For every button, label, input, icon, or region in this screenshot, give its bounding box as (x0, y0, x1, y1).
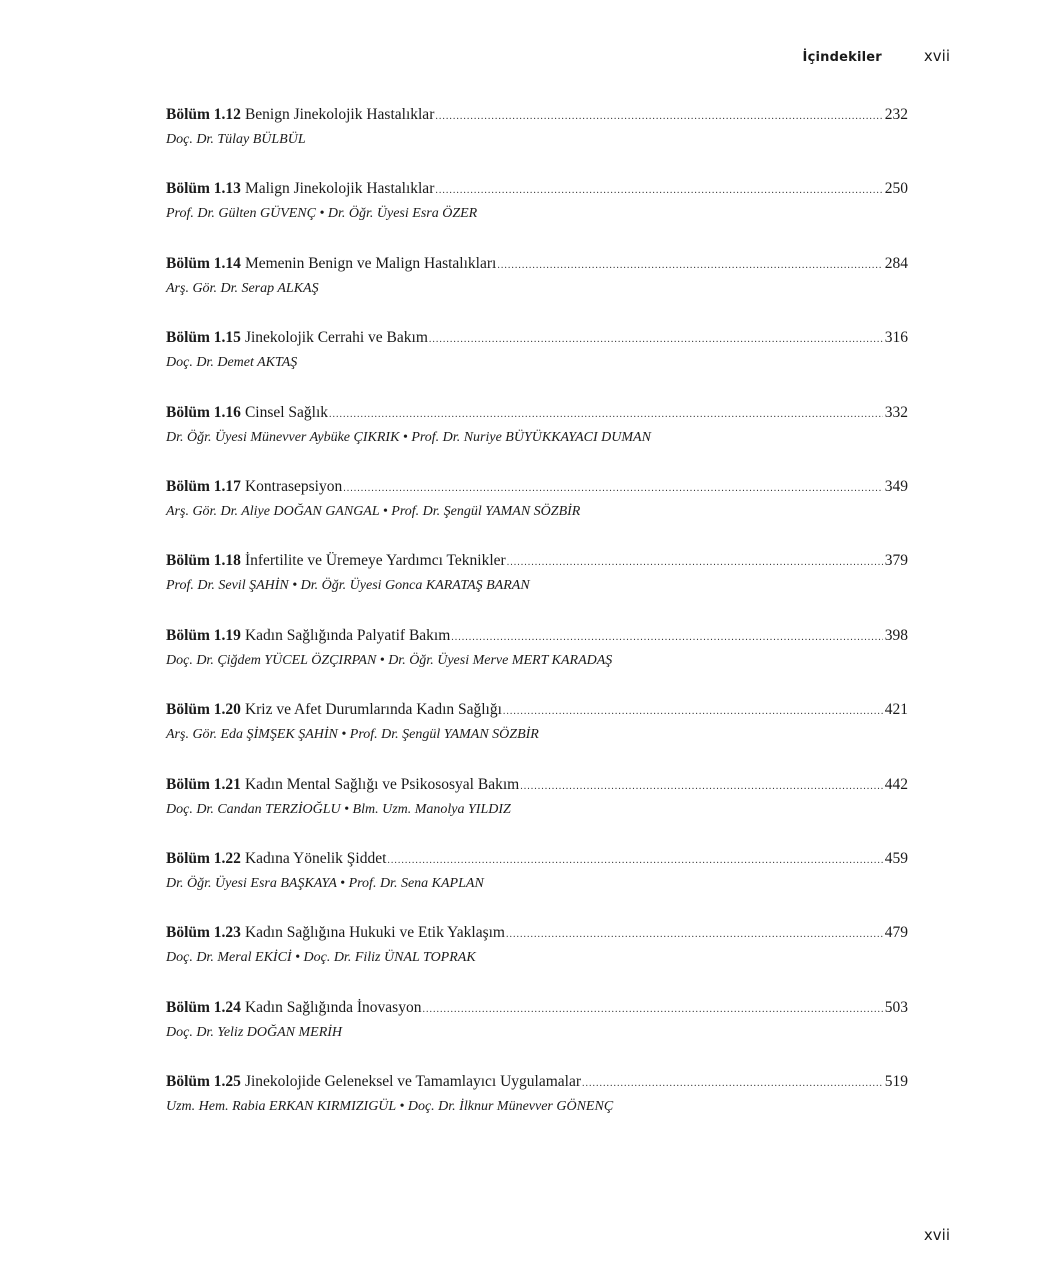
chapter-number: Bölüm 1.13 (166, 180, 241, 198)
chapter-title: Kadın Sağlığına Hukuki ve Etik Yaklaşım (244, 924, 505, 942)
chapter-title: Malign Jinekolojik Hastalıklar (244, 180, 435, 198)
chapter-authors: Doç. Dr. Candan TERZİOĞLU • Blm. Uzm. Manolya YILDIZ (166, 801, 511, 817)
table-of-contents (166, 104, 908, 1145)
chapter-page-number: 479 (884, 924, 908, 942)
toc-entry-line (166, 253, 908, 275)
toc-entry (166, 253, 908, 327)
chapter-page-number: 316 (884, 329, 908, 347)
toc-entry (166, 922, 908, 996)
toc-entry-line (166, 327, 908, 349)
chapter-number: Bölüm 1.16 (166, 403, 241, 421)
chapter-page-number: 284 (884, 254, 908, 272)
toc-entry (166, 476, 908, 550)
chapter-title: Kadına Yönelik Şiddet (244, 849, 387, 867)
toc-entry (166, 774, 908, 848)
dot-leader (435, 112, 882, 122)
toc-entry-line (166, 1071, 908, 1093)
dot-leader (435, 186, 882, 196)
chapter-authors: Arş. Gör. Eda ŞİMŞEK ŞAHİN • Prof. Dr. Şengül YAMAN SÖZBİR (166, 727, 539, 743)
toc-entry-line (166, 178, 908, 200)
dot-leader (506, 930, 883, 940)
chapter-title: İnfertilite ve Üremeye Yardımcı Teknikler (244, 552, 506, 570)
chapter-page-number: 442 (884, 775, 908, 793)
chapter-page-number: 250 (884, 180, 908, 198)
chapter-number: Bölüm 1.24 (166, 998, 241, 1016)
chapter-authors: Doç. Dr. Çiğdem YÜCEL ÖZÇIRPAN • Dr. Öğr. Üyesi Merve MERT KARADAŞ (166, 652, 613, 668)
dot-leader (422, 1005, 882, 1015)
toc-entry (166, 104, 908, 178)
chapter-title: Kadın Sağlığında Palyatif Bakım (244, 626, 451, 644)
toc-entry-line (166, 848, 908, 870)
chapter-authors: Dr. Öğr. Üyesi Esra BAŞKAYA • Prof. Dr. Sena KAPLAN (166, 875, 484, 891)
chapter-authors: Doç. Dr. Tülay BÜLBÜL (166, 132, 306, 147)
chapter-title: Jinekolojik Cerrahi ve Bakım (244, 329, 428, 347)
chapter-number: Bölüm 1.20 (166, 701, 241, 719)
chapter-title: Jinekolojide Geleneksel ve Tamamlayıcı Uygulamalar (244, 1073, 582, 1091)
chapter-title: Cinsel Sağlık (244, 403, 329, 421)
toc-entry-line (166, 922, 908, 944)
toc-entry-line (166, 625, 908, 647)
chapter-authors: Doç. Dr. Yeliz DOĞAN MERİH (166, 1024, 343, 1040)
toc-entry (166, 327, 908, 401)
dot-leader (343, 484, 883, 494)
chapter-number: Bölüm 1.21 (166, 775, 241, 793)
chapter-page-number: 503 (884, 998, 908, 1016)
chapter-number: Bölüm 1.17 (166, 477, 241, 495)
chapter-page-number: 379 (884, 552, 908, 570)
chapter-page-number: 232 (884, 106, 908, 123)
chapter-authors: Doç. Dr. Demet AKTAŞ (166, 355, 298, 371)
chapter-authors: Arş. Gör. Dr. Serap ALKAŞ (166, 280, 319, 296)
toc-entry (166, 178, 908, 252)
chapter-number: Bölüm 1.22 (166, 849, 241, 867)
dot-leader (429, 335, 883, 345)
toc-entry (166, 550, 908, 624)
chapter-page-number: 519 (884, 1073, 908, 1091)
chapter-authors: Doç. Dr. Meral EKİCİ • Doç. Dr. Filiz ÜNAL TOPRAK (166, 950, 476, 966)
toc-entry-line (166, 550, 908, 572)
chapter-authors: Prof. Dr. Gülten GÜVENÇ • Dr. Öğr. Üyesi Esra ÖZER (166, 206, 478, 222)
dot-leader (520, 782, 883, 792)
chapter-title: Kadın Mental Sağlığı ve Psikososyal Bakım (244, 775, 520, 793)
toc-entry-line (166, 997, 908, 1019)
chapter-authors: Dr. Öğr. Üyesi Münevver Aybüke ÇIKRIK • Prof. Dr. Nuriye BÜYÜKKAYACI DUMAN (166, 429, 651, 445)
chapter-authors: Prof. Dr. Sevil ŞAHİN • Dr. Öğr. Üyesi Gonca KARATAŞ BARAN (166, 578, 530, 594)
chapter-title: Memenin Benign ve Malign Hastalıkları (244, 254, 497, 272)
chapter-number: Bölüm 1.12 (166, 106, 241, 123)
running-header (803, 47, 950, 65)
chapter-title: Kadın Sağlığında İnovasyon (244, 998, 422, 1016)
toc-entry (166, 848, 908, 922)
dot-leader (507, 558, 883, 568)
toc-entry (166, 699, 908, 773)
toc-entry-line (166, 104, 908, 126)
chapter-title: Kontrasepsiyon (244, 477, 343, 495)
dot-leader (451, 633, 882, 643)
chapter-page-number: 459 (884, 849, 908, 867)
chapter-title: Kriz ve Afet Durumlarında Kadın Sağlığı (244, 701, 502, 719)
dot-leader (503, 707, 883, 717)
dot-leader (497, 261, 882, 271)
dot-leader (387, 856, 882, 866)
chapter-page-number: 421 (884, 701, 908, 719)
toc-entry (166, 1071, 908, 1145)
toc-entry (166, 402, 908, 476)
chapter-authors: Uzm. Hem. Rabia ERKAN KIRMIZIGÜL • Doç. Dr. İlknur Münevver GÖNENÇ (166, 1099, 614, 1115)
chapter-number: Bölüm 1.14 (166, 254, 241, 272)
chapter-page-number: 349 (884, 477, 908, 495)
chapter-page-number: 332 (884, 403, 908, 421)
toc-entry (166, 997, 908, 1071)
running-header-title: İçindekiler (802, 50, 882, 65)
chapter-number: Bölüm 1.18 (166, 552, 241, 570)
toc-entry (166, 625, 908, 699)
chapter-number: Bölüm 1.15 (166, 329, 241, 347)
chapter-authors: Arş. Gör. Dr. Aliye DOĞAN GANGAL • Prof. Dr. Şengül YAMAN SÖZBİR (166, 503, 581, 519)
toc-entry-line (166, 699, 908, 721)
running-header-page-number: xvii (923, 47, 950, 65)
dot-leader (582, 1079, 883, 1089)
toc-entry-line (166, 402, 908, 424)
chapter-title: Benign Jinekolojik Hastalıklar (244, 106, 435, 123)
dot-leader (329, 410, 883, 420)
chapter-page-number: 398 (884, 626, 908, 644)
toc-entry-line (166, 476, 908, 498)
chapter-number: Bölüm 1.23 (166, 924, 241, 942)
chapter-number: Bölüm 1.19 (166, 626, 241, 644)
footer-page-number: xvii (923, 1226, 950, 1244)
toc-entry-line (166, 774, 908, 796)
chapter-number: Bölüm 1.25 (166, 1073, 241, 1091)
